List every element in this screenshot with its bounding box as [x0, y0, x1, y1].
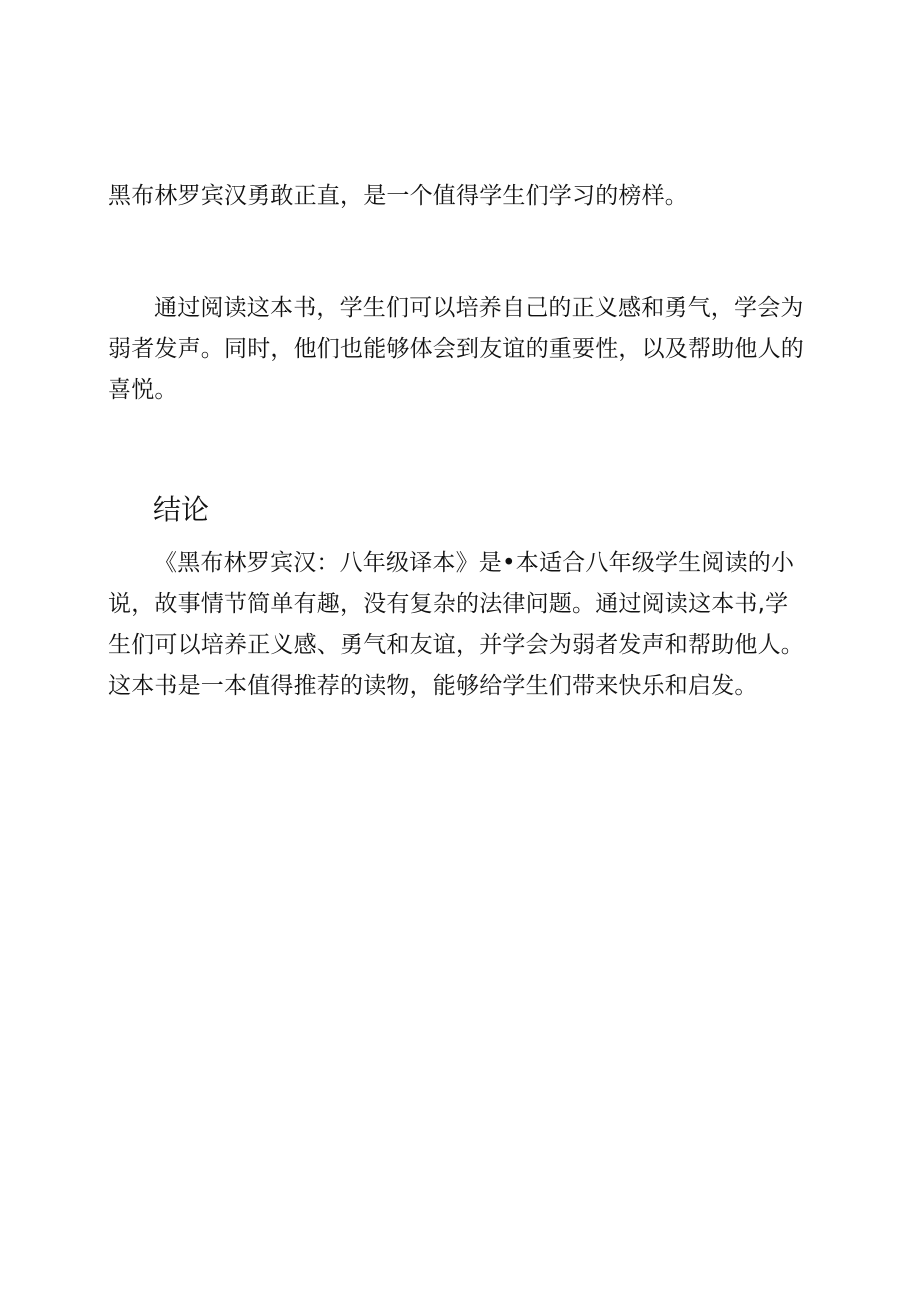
paragraph-conclusion: 《黑布林罗宾汉：八年级译本》是•本适合八年级学生阅读的小说，故事情节简单有趣，没有复杂的法律问题。通过阅读这本书,学生们可以培养正义感、勇气和友谊，并学会为弱者发声和帮助他人。这本书是一本值得推荐的读物，能够给学生们带来快乐和启发。	[108, 550, 804, 699]
paragraph-role-model: 黑布林罗宾汉勇敢正直，是一个值得学生们学习的榜样。	[108, 183, 688, 209]
section-heading-conclusion: 结论	[153, 493, 210, 526]
paragraph-reading-benefits: 通过阅读这本书，学生们可以培养自己的正义感和勇气，学会为弱者发声。同时，他们也能够体会到友谊的重要性，以及帮助他人的喜悦。	[108, 295, 804, 403]
